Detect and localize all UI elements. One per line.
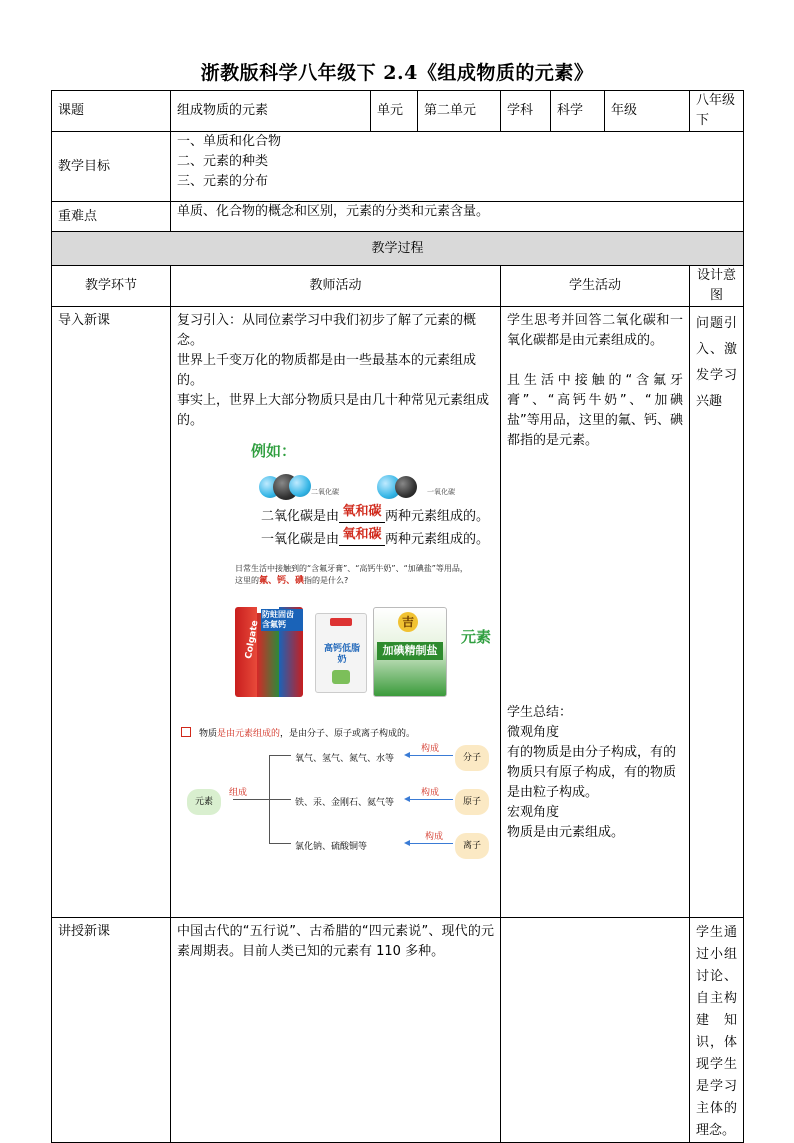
student-summary-line: 微观角度 xyxy=(507,725,560,740)
element-node: 元素 xyxy=(187,789,221,815)
student-summary-line: 宏观角度 xyxy=(507,805,560,820)
grade-value: 八年级下 xyxy=(690,91,744,132)
toothpaste-label: 防蛀固齿 含氟钙 xyxy=(261,609,303,631)
student-activity-cell xyxy=(501,918,690,1143)
statement-line xyxy=(181,724,415,744)
question-highlight: 氟、钙、碘 xyxy=(259,576,305,586)
statement-red: 是由元素组成的 xyxy=(217,729,281,739)
lesson-value: 组成物质的元素 xyxy=(171,91,371,132)
daily-question xyxy=(235,563,468,587)
construct-label: 构成 xyxy=(425,832,444,842)
statement-pre: 物质 xyxy=(199,729,218,739)
salt-image: 吉 加碘精制盐 xyxy=(373,607,447,697)
info-row xyxy=(52,91,744,132)
grade-label: 年级 xyxy=(605,91,690,132)
teacher-paragraph: 世界上千变万化的物质都是由一些最基本的元素组成的。 xyxy=(177,353,477,388)
branch-examples: 氯化钠、硫酸铜等 xyxy=(295,842,368,852)
lesson-row-intro xyxy=(52,307,744,918)
branch-examples: 氧气、氢气、氮气、水等 xyxy=(295,754,395,764)
teacher-paragraph: 复习引入：从同位素学习中我们初步了解了元素的概念。 xyxy=(177,313,477,348)
col-header-intent: 设计意图 xyxy=(690,266,744,307)
tree-branch-3 xyxy=(269,843,291,844)
milk-image xyxy=(315,613,367,693)
teacher-activity-cell xyxy=(171,307,501,918)
lesson-label: 课题 xyxy=(52,91,171,132)
unit-label: 单元 xyxy=(371,91,418,132)
toothpaste-image xyxy=(235,607,303,697)
particle-node: 分子 xyxy=(455,745,489,771)
co2-molecule-icon xyxy=(259,471,319,501)
sentence-co-post: 两种元素组成的。 xyxy=(385,532,490,547)
tree-branch-2 xyxy=(269,799,291,800)
co2-label: 二氧化碳 xyxy=(311,488,339,496)
unit-value: 第二单元 xyxy=(418,91,501,132)
stage-cell: 讲授新课 xyxy=(52,918,171,1143)
goal-item: 三、元素的分布 xyxy=(177,174,269,189)
particle-node: 离子 xyxy=(455,833,489,859)
document-title: 浙教版科学八年级下 2.4《组成物质的元素》 xyxy=(200,62,594,84)
intent-cell: 学生通过小组讨论、自主构建知识，体现学生是学习主体的理念。 xyxy=(690,918,744,1143)
sentence-co xyxy=(261,527,490,551)
sentence-co2-fill: 氧和碳 xyxy=(339,502,385,523)
construct-label: 构成 xyxy=(421,788,440,798)
goals-label: 教学目标 xyxy=(52,132,171,202)
keypoints-row xyxy=(52,202,744,232)
subject-value: 科学 xyxy=(551,91,605,132)
student-paragraph: 学生思考并回答二氧化碳和一氧化碳都是由元素组成的。 xyxy=(507,313,683,348)
question-pre: 这里的 xyxy=(235,576,259,585)
question-post: 指的是什么? xyxy=(304,576,349,585)
intent-cell: 问题引入、激发学习兴趣 xyxy=(690,307,744,918)
toothpaste-brand: Colgate xyxy=(243,619,261,660)
sentence-co-fill: 氧和碳 xyxy=(339,525,385,546)
stage-cell: 导入新课 xyxy=(52,307,171,918)
keypoints-value: 单质、化合物的概念和区别，元素的分类和元素含量。 xyxy=(171,202,744,232)
goal-item: 一、单质和化合物 xyxy=(177,134,282,149)
milk-label: 高钙低脂奶 xyxy=(323,644,360,665)
teacher-paragraph: 事实上，世界上大部分物质只是由几十种常见元素组成的。 xyxy=(177,393,490,428)
statement-post: ，是由分子、原子或离子构成的。 xyxy=(280,729,416,739)
lesson-row-new xyxy=(52,918,744,1143)
lesson-plan-table xyxy=(51,90,744,1143)
teacher-activity-cell: 中国古代的“五行说”、古希腊的“四元素说”、现代的元素周期表。目前人类已知的元素有 110 多种。 xyxy=(171,918,501,1143)
branch-examples: 铁、汞、金刚石、氦气等 xyxy=(295,798,395,808)
sentence-co-pre: 一氧化碳是由 xyxy=(261,532,340,547)
subject-label: 学科 xyxy=(501,91,551,132)
col-header-teacher: 教师活动 xyxy=(171,266,501,307)
process-header: 教学过程 xyxy=(52,232,744,266)
sentence-co2-post: 两种元素组成的。 xyxy=(385,509,490,524)
compose-label: 组成 xyxy=(229,788,248,798)
question-line1: 日常生活中接触到的“含氟牙膏”、“高钙牛奶”、“加碘盐”等用品， xyxy=(235,564,468,573)
teaching-illustration xyxy=(177,437,494,907)
student-summary-line: 有的物质是由分子构成，有的物质只有原子构成，有的物质是由粒子构成。 xyxy=(507,745,677,800)
col-header-stage: 教学环节 xyxy=(52,266,171,307)
salt-label: 加碘精制盐 xyxy=(377,642,443,660)
construct-label: 构成 xyxy=(421,744,440,754)
student-activity-cell xyxy=(501,307,690,918)
co-label: 一氧化碳 xyxy=(427,488,455,496)
process-header-row xyxy=(52,232,744,266)
question-line2 xyxy=(235,575,468,587)
co-molecule-icon xyxy=(377,471,427,501)
sentence-co2-pre: 二氧化碳是由 xyxy=(261,509,340,524)
checkbox-icon xyxy=(181,727,191,737)
goals-list xyxy=(171,132,744,202)
goal-item: 二、元素的种类 xyxy=(177,154,269,169)
answer-element: 元素 xyxy=(461,628,492,646)
goals-row xyxy=(52,132,744,202)
student-summary-line: 物质是由元素组成。 xyxy=(507,825,625,840)
column-header-row xyxy=(52,266,744,307)
col-header-student: 学生活动 xyxy=(501,266,690,307)
student-summary-line: 学生总结： xyxy=(507,705,573,720)
student-paragraph: 且生活中接触的“含氟牙膏”、“高钙牛奶”、“加碘盐”等用品，这里的氟、钙、碘都指的是元素。 xyxy=(507,373,683,448)
example-heading: 例如： xyxy=(251,442,297,460)
tree-branch-1 xyxy=(269,755,291,756)
particle-node: 原子 xyxy=(455,789,489,815)
keypoints-label: 重难点 xyxy=(52,202,171,232)
